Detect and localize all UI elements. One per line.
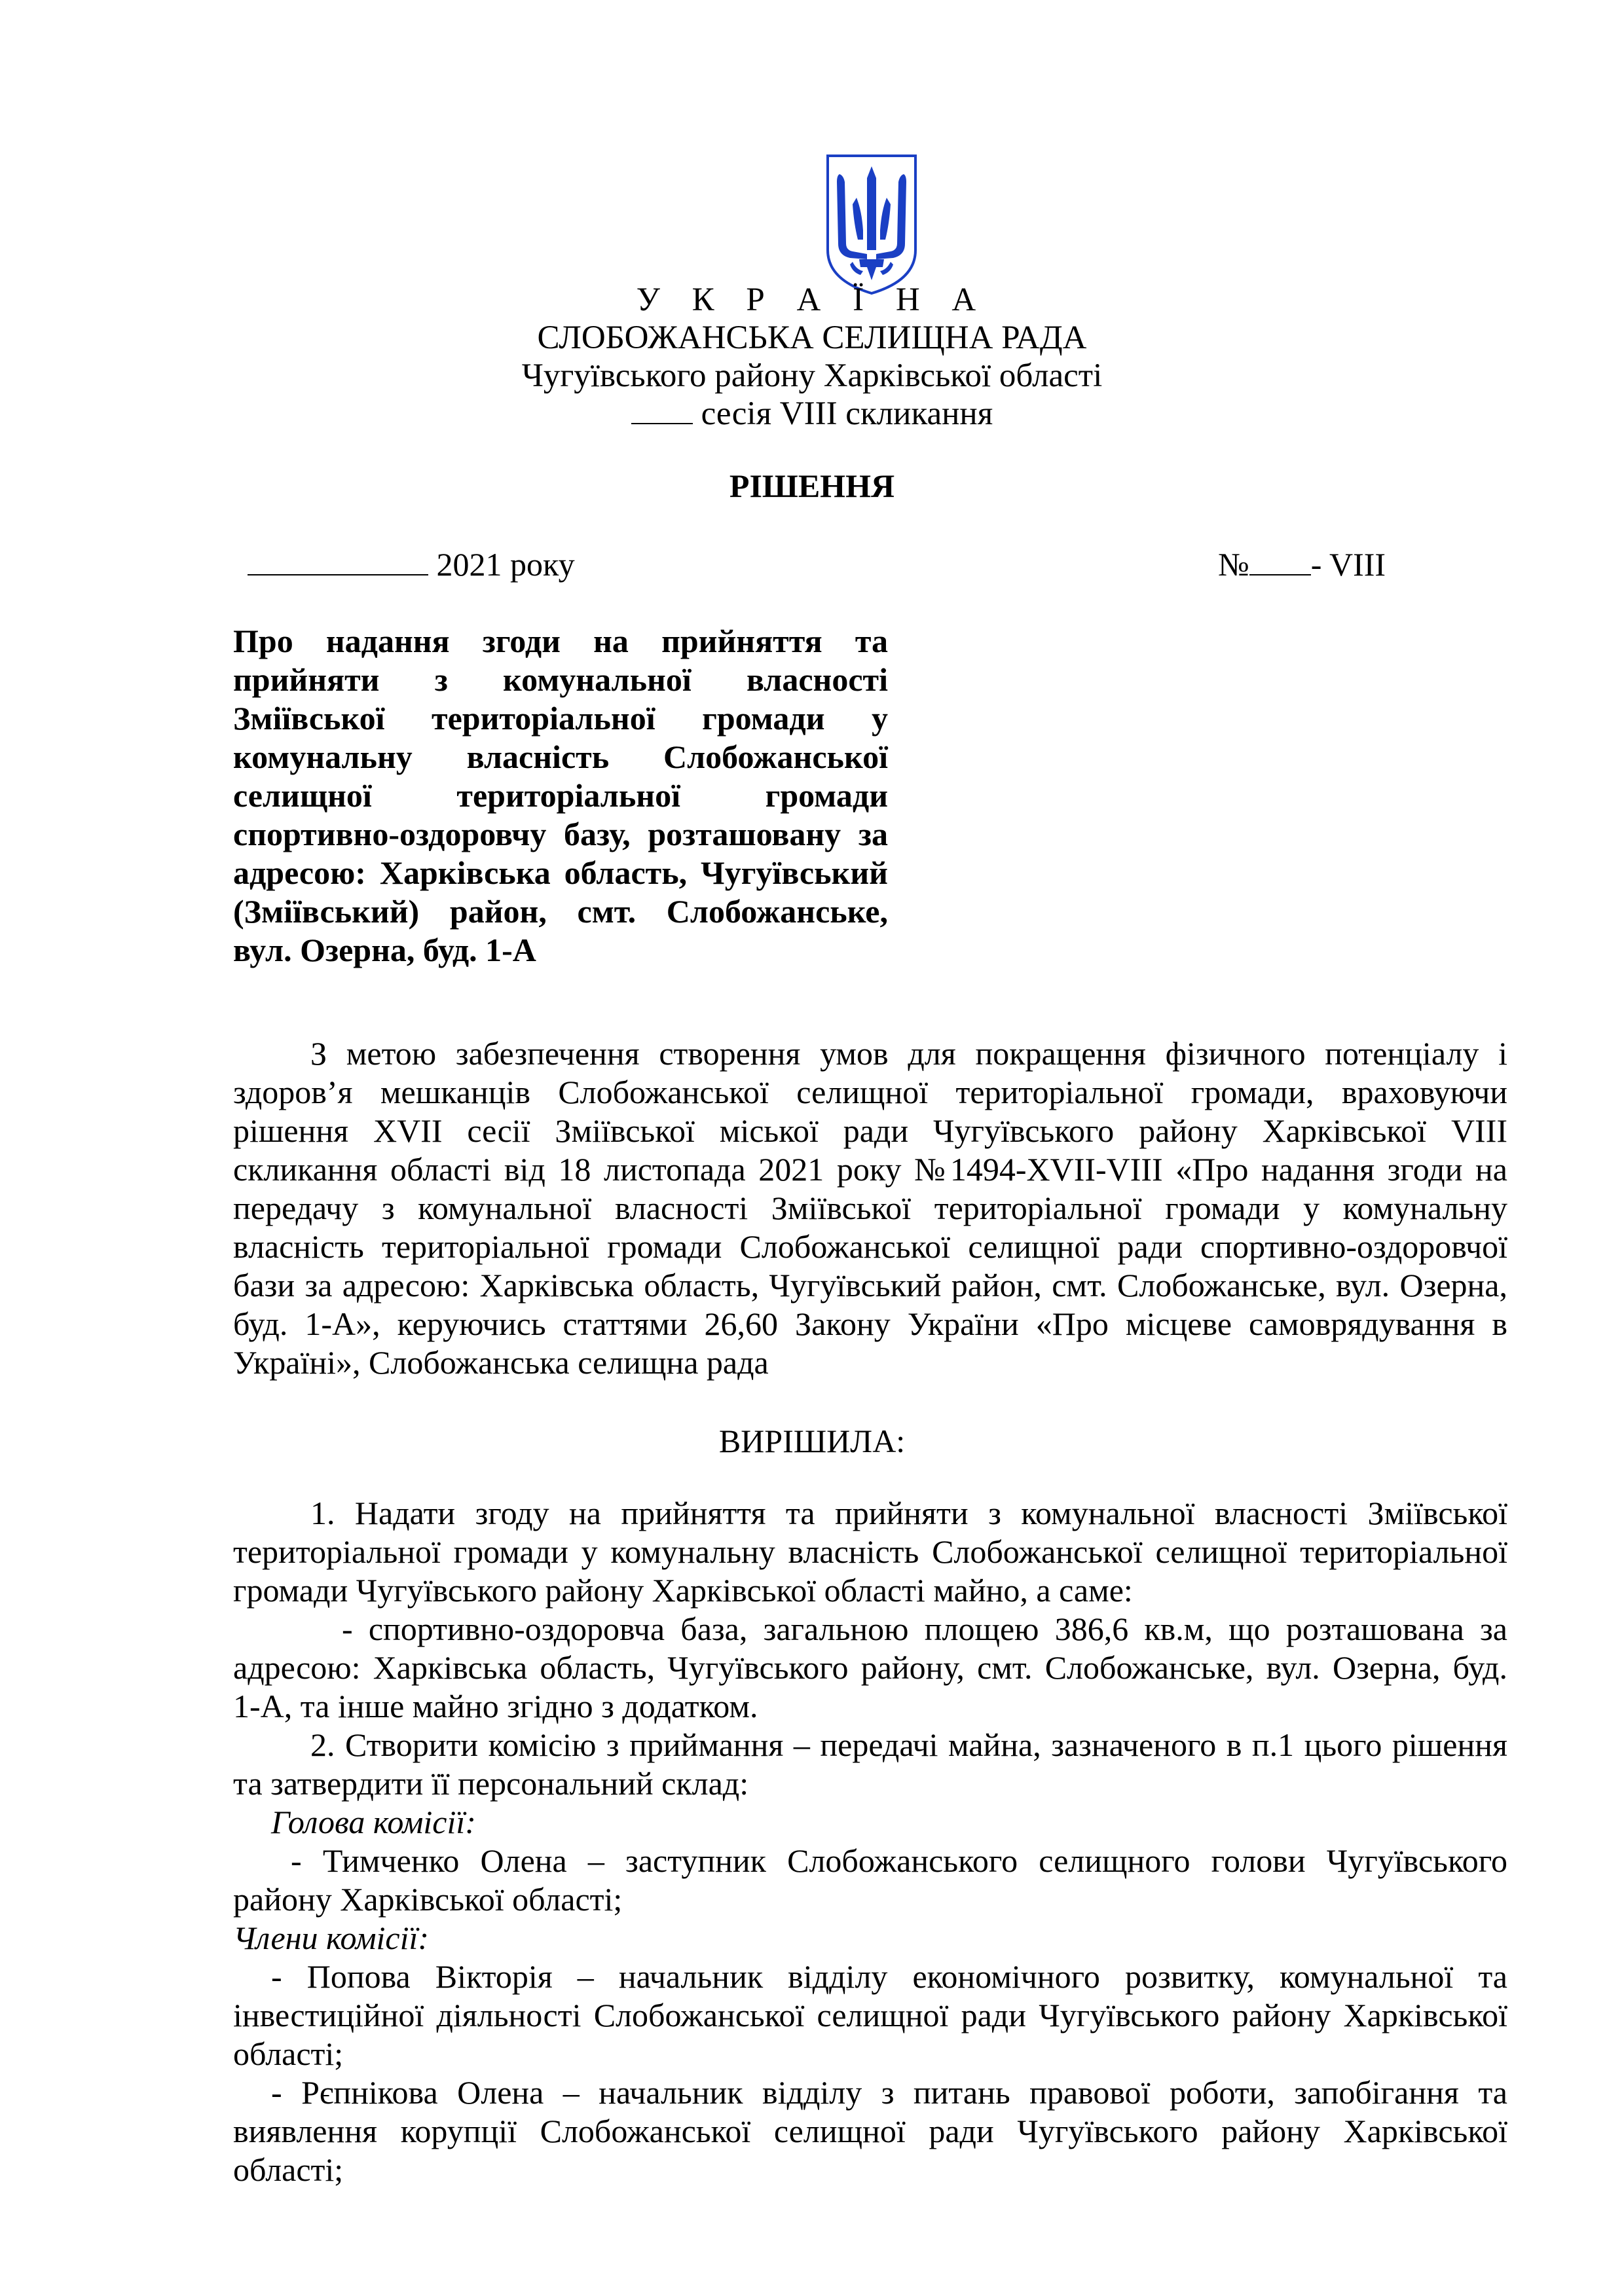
commission-member-line: виявлення корупції Слобожанської селищної ради Чугуївського району Харківської bbox=[233, 2113, 1507, 2149]
decision-date bbox=[248, 545, 575, 584]
trident-coat-of-arms-icon bbox=[824, 152, 919, 297]
preamble-line: буд. 1-А», керуючись статтями 26,60 Закону України «Про місцеве самоврядування в bbox=[233, 1305, 1507, 1342]
preamble-line: власність територіальної громади Слобожанської селищної ради спортивно-оздоровчої bbox=[233, 1228, 1507, 1265]
resolved-heading: ВИРІШИЛА: bbox=[718, 1423, 906, 1459]
commission-head-line: - Тимченко Олена – заступник Слобожанського селищного голови Чугуївського bbox=[291, 1842, 1507, 1879]
commission-members-label: Члени комісії: bbox=[233, 1920, 429, 1956]
commission-member-line: - Рєпнікова Олена – начальник відділу з питань правової роботи, запобігання та bbox=[271, 2074, 1507, 2111]
item-1-line: територіальної громади у комунальну власність Слобожанської селищної територіальної bbox=[233, 1533, 1507, 1570]
preamble-line: передачу з комунальної власності Зміївської територіальної громади у комунальну bbox=[233, 1190, 1507, 1226]
preamble-line: скликання області від 18 листопада 2021 року №1494-XVII-VIII «Про надання згоди на bbox=[233, 1151, 1507, 1188]
item-1-sub-line: адресою: Харківська область, Чугуївського району, смт. Слобожанське, вул. Озерна, буд. bbox=[233, 1649, 1507, 1686]
commission-member-line: області; bbox=[233, 2035, 344, 2072]
country-name: У К Р А Ї Н А bbox=[636, 282, 988, 318]
subject-line: прийняти з комунальної власності bbox=[233, 661, 888, 698]
session-text: сесія VIII скликання bbox=[701, 395, 993, 432]
subject-line: Про надання згоди на прийняття та bbox=[233, 623, 888, 659]
item-1-line: 1. Надати згоду на прийняття та прийняти з комунальної власності Зміївської bbox=[310, 1495, 1507, 1531]
subject-line: комунальну власність Слобожанської bbox=[233, 738, 888, 775]
item-2 bbox=[233, 1726, 1507, 2189]
subject-line: вул. Озерна, буд. 1-А bbox=[233, 932, 536, 968]
session-number-blank bbox=[631, 422, 693, 424]
date-blank bbox=[248, 574, 428, 575]
decision-number bbox=[1218, 545, 1386, 584]
item-1-line: громади Чугуївського району Харківської області майно, а саме: bbox=[233, 1572, 1133, 1609]
preamble-line: З метою забезпечення створення умов для покращення фізичного потенціалу і bbox=[310, 1035, 1507, 1072]
commission-member-line: інвестиційної діяльності Слобожанської селищної ради Чугуївського району Харківської bbox=[233, 1997, 1507, 2033]
number-blank bbox=[1249, 574, 1311, 575]
preamble-line: Україні», Слобожанська селищна рада bbox=[233, 1344, 769, 1381]
session-line bbox=[0, 394, 1624, 433]
commission-head-line: району Харківської області; bbox=[233, 1881, 623, 1918]
preamble-paragraph bbox=[233, 1034, 1507, 1382]
decision-title: РІШЕННЯ bbox=[729, 467, 895, 504]
subject-line: (Зміївський) район, смт. Слобожанське, bbox=[233, 893, 888, 930]
subject-line: Зміївської територіальної громади у bbox=[233, 700, 888, 737]
item-2-line: 2. Створити комісію з приймання – передачі майна, зазначеного в п.1 цього рішення bbox=[310, 1726, 1507, 1763]
preamble-line: рішення XVII сесії Зміївської міської ради Чугуївського району Харківської VIII bbox=[233, 1112, 1507, 1149]
item-2-line: та затвердити її персональний склад: bbox=[233, 1765, 749, 1802]
subject-line: адресою: Харківська область, Чугуївський bbox=[233, 854, 888, 891]
commission-member-line: - Попова Вікторія – начальник відділу економічного розвитку, комунальної та bbox=[271, 1958, 1507, 1995]
number-suffix: - VIII bbox=[1310, 546, 1386, 583]
commission-head-label: Голова комісії: bbox=[271, 1804, 476, 1840]
commission-member-line: області; bbox=[233, 2151, 344, 2188]
preamble-line: здоров’я мешканців Слобожанської селищної територіальної громади, враховуючи bbox=[233, 1074, 1507, 1110]
subject-line: спортивно-оздоровчу базу, розташовану за bbox=[233, 816, 888, 852]
preamble-line: бази за адресою: Харківська область, Чугуївський район, смт. Слобожанське, вул. Озерна, bbox=[233, 1267, 1507, 1303]
subject-line: селищної територіальної громади bbox=[233, 777, 888, 814]
date-text: 2021 року bbox=[436, 546, 575, 583]
item-1-sub-line: - спортивно-оздоровча база, загальною площею 386,6 кв.м, що розташована за bbox=[342, 1611, 1507, 1647]
item-1-sub-line: 1-А, та інше майно згідно з додатком. bbox=[233, 1688, 758, 1724]
council-region: Чугуївського району Харківської області bbox=[521, 357, 1103, 394]
council-name: СЛОБОЖАНСЬКА СЕЛИЩНА РАДА bbox=[537, 319, 1087, 356]
item-1 bbox=[233, 1494, 1507, 1726]
decision-subject bbox=[233, 622, 888, 970]
number-prefix: № bbox=[1218, 546, 1249, 583]
